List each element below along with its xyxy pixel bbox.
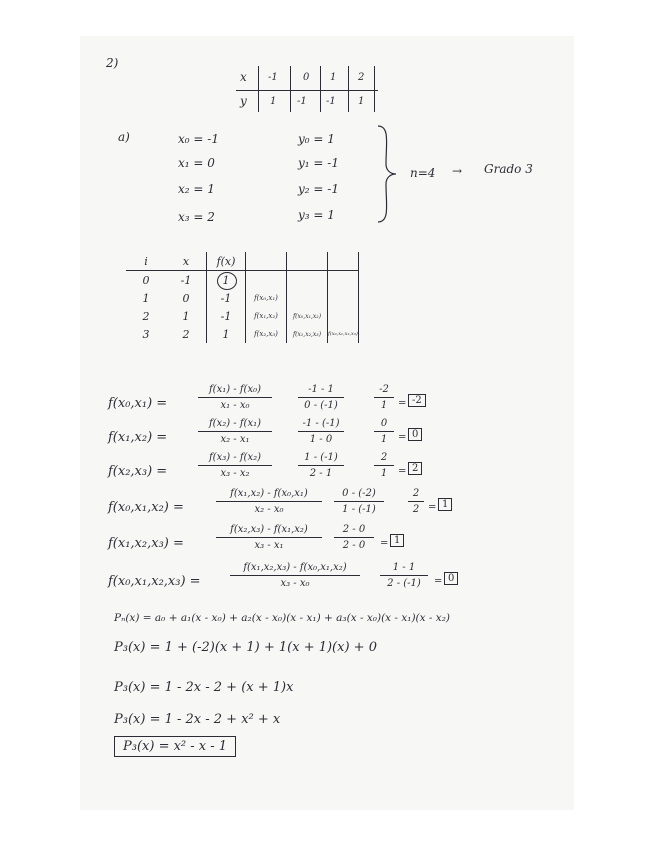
polynomial-step: P₃(x) = 1 - 2x - 2 + x² + x <box>114 712 281 727</box>
y-node: y₂ = -1 <box>298 182 339 196</box>
table-divider <box>348 66 349 112</box>
table-divider <box>320 66 321 112</box>
difference-simplified: 2 2 <box>408 488 424 515</box>
divided-difference-table <box>126 252 359 343</box>
difference-lhs: f(x₀,x₁,x₂) = <box>108 500 184 515</box>
table-row: 0 -1 1 <box>126 271 358 290</box>
difference-formula: f(x₂) - f(x₁) x₂ - x₁ <box>198 418 272 445</box>
table-row: 3 2 1 f(x₂,x₃) f(x₁,x₂,x₃) f(x₀,x₁,x₂,x₃) <box>126 325 358 343</box>
difference-formula: f(x₂,x₃) - f(x₁,x₂) x₃ - x₁ <box>216 524 322 551</box>
difference-substitution: -1 - (-1) 1 - 0 <box>298 418 344 445</box>
arrow-icon: → <box>452 164 463 178</box>
difference-lhs: f(x₂,x₃) = <box>108 464 168 479</box>
x-value: 0 <box>303 72 310 83</box>
table-divider <box>374 66 375 112</box>
y-value: 1 <box>358 96 365 107</box>
difference-simplified: 2 1 <box>374 452 394 479</box>
notebook-page: 2) x y -1 0 1 2 1 -1 -1 1 a) x₀ = -1 x₁ = 0 x₂ = 1 x₃ = 2 y₀ = 1 y₁ = -1 y₂ = -1 y₃ = 1 n=4 → Grado 3 i x f(x) 0 -1 1 1 0 -1 f(x₀,x₁) 2 1 -1 f(x₁,x₂) f(x₀,x₁,x₂) 3 2 1 f(x₂,x₃) f(x₁,x₂,x₃) f(x₀,x₁,x₂,x₃) f(x₀,x₁) = f(x₁) - f(x₀) x₁ - x₀ -1 - 1 0 - (-1) -2 1 = -2 f(x₁,x₂) = f(x₂) - f(x₁) x₂ - x₁ -1 - (-1) 1 - 0 0 1 = 0 f(x₂,x₃) = f(x₃) - f(x₂) x₃ - x₂ 1 - (-1) 2 - 1 2 1 = 2 f(x₀,x₁,x₂) = f(x₁,x₂) - f(x₀,x₁) x₂ - x₀ 0 - (-2) 1 - (-1) 2 2 = 1 f(x₁,x₂,x₃) = f(x₂,x₃) - f(x₁,x₂) x₃ - x₁ 2 - 0 2 - 0 = 1 f(x₀,x₁,x₂,x₃) = f(x₁,x₂,x₃) - f(x₀,x₁,x₂) x₃ - x₀ 1 - 1 2 - (-1) = 0 Pₙ(x) = a₀ + a₁(x - x₀) + a₂(x - x₀)(x - x₁) + a₃(x - x₀)(x - x₁)(x - x₂) P₃(x) = 1 + (-2)(x + 1) + 1(x + 1)(x) + 0 P₃(x) = 1 - 2x - 2 + (x + 1)x P₃(x) = 1 - 2x - 2 + x² + x P₃(x) = x² - x - 1 <box>80 36 574 810</box>
part-label: a) <box>118 130 130 144</box>
difference-lhs: f(x₀,x₁) = <box>108 396 168 411</box>
polynomial-substituted: P₃(x) = 1 + (-2)(x + 1) + 1(x + 1)(x) + 0 <box>114 640 377 655</box>
difference-substitution: -1 - 1 0 - (-1) <box>298 384 344 411</box>
y-node: y₀ = 1 <box>298 132 335 146</box>
difference-substitution: 0 - (-2) 1 - (-1) <box>334 488 384 515</box>
boxed-result: 1 <box>390 534 404 547</box>
degree-label: Grado 3 <box>484 162 533 176</box>
final-answer: P₃(x) = x² - x - 1 <box>114 736 236 757</box>
x-node: x₁ = 0 <box>178 156 215 170</box>
boxed-result: -2 <box>408 394 426 407</box>
y-value: 1 <box>270 96 277 107</box>
newton-form: Pₙ(x) = a₀ + a₁(x - x₀) + a₂(x - x₀)(x - x₁) + a₃(x - x₀)(x - x₁)(x - x₂) <box>114 612 451 624</box>
curly-brace <box>376 124 400 224</box>
difference-substitution: 2 - 0 2 - 0 <box>334 524 374 551</box>
header-fx: f(x) <box>207 252 246 271</box>
difference-lhs: f(x₁,x₂,x₃) = <box>108 536 184 551</box>
circle-mark <box>217 272 237 290</box>
difference-formula: f(x₁,x₂) - f(x₀,x₁) x₂ - x₀ <box>216 488 322 515</box>
x-node: x₃ = 2 <box>178 210 215 224</box>
difference-lhs: f(x₁,x₂) = <box>108 430 168 445</box>
y-value: -1 <box>326 96 336 107</box>
difference-formula: f(x₁,x₂,x₃) - f(x₀,x₁,x₂) x₃ - x₀ <box>230 562 360 589</box>
table-divider <box>290 66 291 112</box>
x-value: 1 <box>330 72 337 83</box>
table-row: 1 0 -1 f(x₀,x₁) <box>126 289 358 307</box>
circled-value: 1 <box>222 273 230 287</box>
y-node: y₃ = 1 <box>298 208 335 222</box>
boxed-result: 0 <box>408 428 422 441</box>
x-node: x₂ = 1 <box>178 182 215 196</box>
difference-formula: f(x₁) - f(x₀) x₁ - x₀ <box>198 384 272 411</box>
difference-substitution: 1 - (-1) 2 - 1 <box>298 452 344 479</box>
boxed-result: 1 <box>438 498 452 511</box>
boxed-result: 2 <box>408 462 422 475</box>
difference-lhs: f(x₀,x₁,x₂,x₃) = <box>108 574 201 589</box>
y-row-label: y <box>240 94 247 108</box>
table-divider <box>258 66 259 112</box>
difference-formula: f(x₃) - f(x₂) x₃ - x₂ <box>198 452 272 479</box>
header-i: i <box>126 252 166 271</box>
y-value: -1 <box>297 96 307 107</box>
x-row-label: x <box>240 70 247 84</box>
header-x: x <box>166 252 207 271</box>
table-row: 2 1 -1 f(x₁,x₂) f(x₀,x₁,x₂) <box>126 307 358 325</box>
boxed-result: 0 <box>444 572 458 585</box>
problem-number: 2) <box>106 56 119 70</box>
node-count: n=4 <box>410 166 436 180</box>
x-value: 2 <box>358 72 365 83</box>
x-node: x₀ = -1 <box>178 132 219 146</box>
y-node: y₁ = -1 <box>298 156 339 170</box>
x-value: -1 <box>268 72 278 83</box>
difference-simplified: 0 1 <box>374 418 394 445</box>
difference-substitution: 1 - 1 2 - (-1) <box>380 562 428 589</box>
polynomial-step: P₃(x) = 1 - 2x - 2 + (x + 1)x <box>114 680 294 695</box>
difference-simplified: -2 1 <box>374 384 394 411</box>
